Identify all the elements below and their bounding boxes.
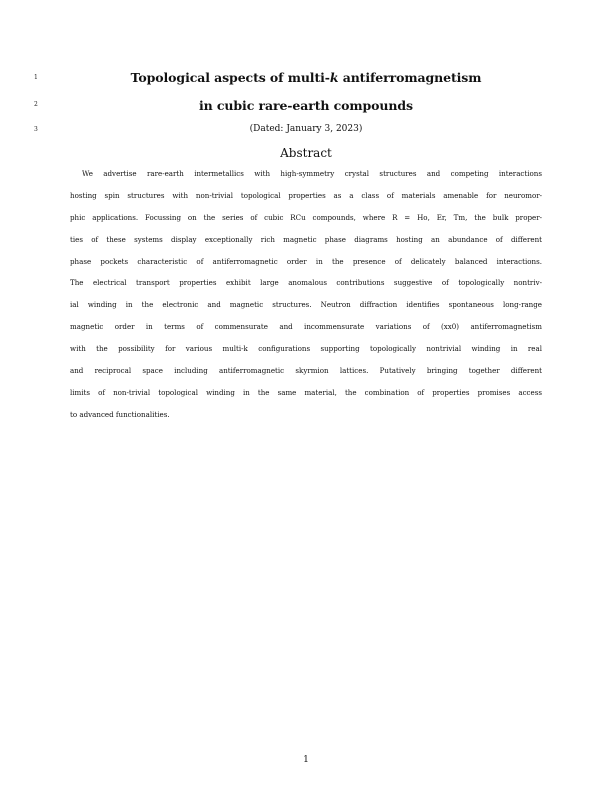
paper-title-line-2: in cubic rare-earth compounds [199,98,413,113]
abstract-line: with the possibility for various multi-k configurations supporting topologically nontrivial winding in real [70,344,542,354]
abstract-line: The electrical transport properties exhibit large anomalous contributions suggestive of topologically nontriv- [70,278,542,288]
line-number-3: 3 [34,126,38,133]
abstract-heading: Abstract [280,146,332,160]
title-k: k [329,70,339,85]
abstract-line: phic applications. Focussing on the series of cubic RCu compounds, where R = Ho, Er, Tm, the bulk proper- [70,212,542,222]
page-number: 1 [303,755,309,765]
abstract-line: magnetic order in terms of commensurate and incommensurate variations of (xx0) antiferromagnetism [70,322,542,332]
abstract-line: ties of these systems display exceptionally rich magnetic phase diagrams hosting an abundance of different [70,234,542,244]
line-number-1: 1 [34,74,38,81]
abstract-line: and reciprocal space including antiferromagnetic skyrmion lattices. Putatively bringing together different [70,366,542,376]
dated-line: (Dated: January 3, 2023) [249,124,363,134]
abstract-line: We advertise rare-earth intermetallics with high-symmetry crystal structures and competing interactions [82,169,542,178]
abstract-line: ial winding in the electronic and magnetic structures. Neutron diffraction identifies spontaneous long-range [70,300,542,310]
paper-title-line-1 [0,70,612,85]
title-prefix: Topological aspects of multi- [130,70,330,85]
abstract-line: hosting spin structures with non-trivial topological properties as a class of materials amenable for neuromor- [70,190,542,200]
title-suffix: antiferromagnetism [338,70,482,85]
abstract-line: to advanced functionalities. [70,409,170,419]
line-number-2: 2 [34,101,38,108]
abstract-line: limits of non-trivial topological winding in the same material, the combination of properties promises access [70,387,542,397]
abstract-body [70,163,542,426]
abstract-line: phase pockets characteristic of antiferromagnetic order in the presence of delicately balanced interactions. [70,256,542,266]
